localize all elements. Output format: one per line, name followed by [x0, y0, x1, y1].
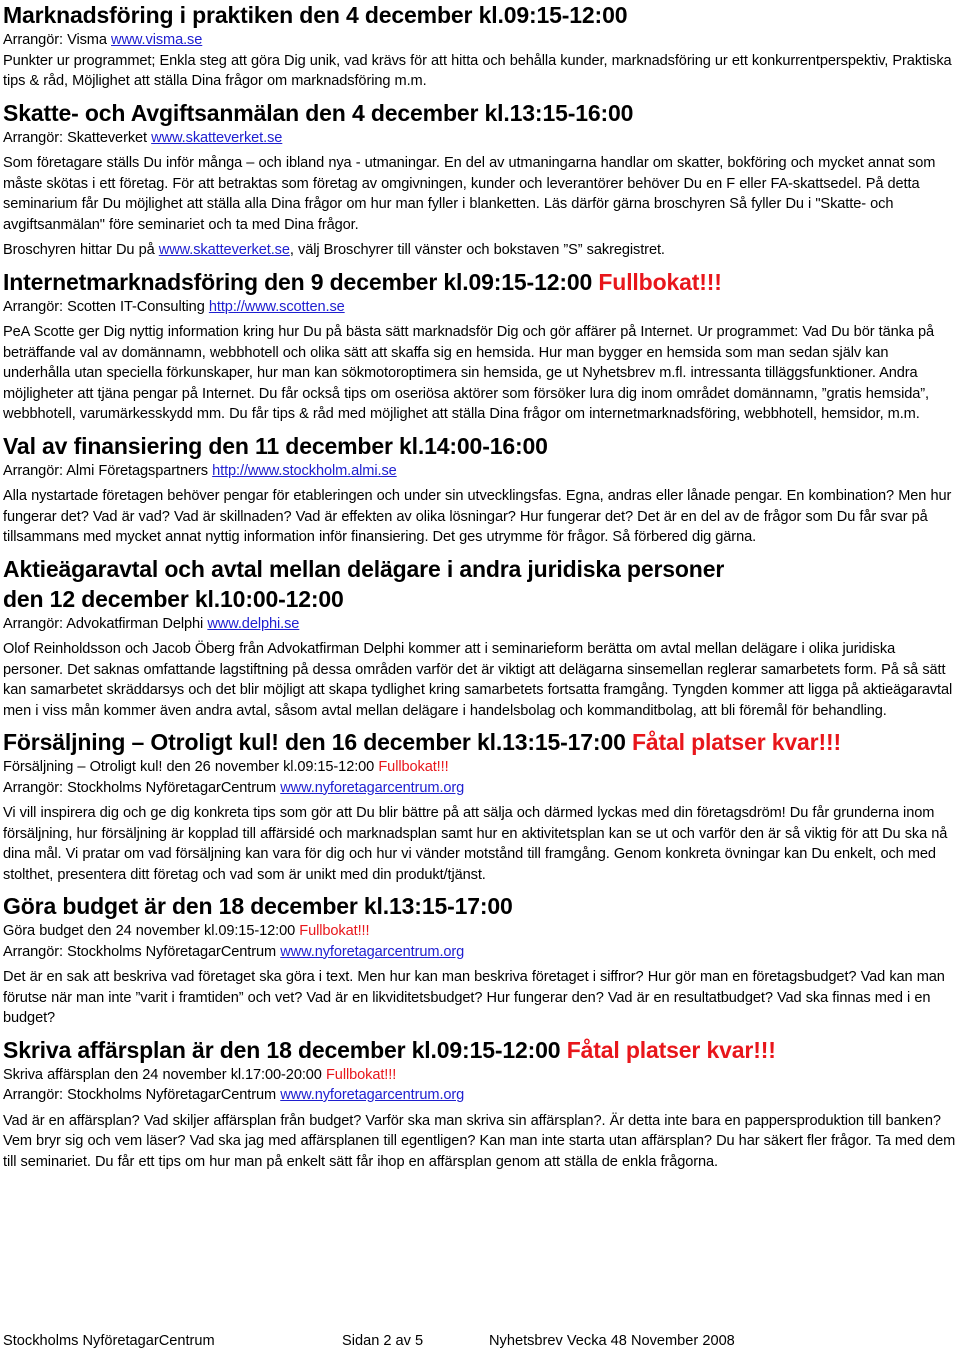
- brochure-suffix: , välj Broschyrer till vänster och bokstaven ”S” sakregistret.: [289, 242, 665, 258]
- event-description: Olof Reinholdsson och Jacob Öberg från Advokatfirman Delphi kommer att i seminarieform berätta om avtal mellan delägare i olika juridiska personer. Det saknas omfattande lagstiftning på dessa områden varför det är viktigt att delägarna sinsemellan reglerar samarbetets form. På så sätt kan samarbetet skräddarsys och det blir möjligt att skapa tydlighet kring samarbetets fortsatta framgång. Tyngden kommer att ligga på aktieägaravtal men i viss mån kommer även andra avtal, såsom avtal mellan delägare i handelsbolag och kommanditbolag, att bli föremål för behandling.: [3, 641, 953, 719]
- event-organizer: [3, 1085, 957, 1106]
- event-description: PeA Scotte ger Dig nyttig information kring hur Du på bästa sätt marknadsför Dig och gör affärer på Internet. Ur programmet: Vad Du bör tänka på beträffande val av domännamn, webbhotell och olika sätt att skaffa sig en hemsida. Hur man bygger en hemsida som man sedan själv kan underhålla utan speciella förkunskaper, hur man kan sökmotoroptimera sin hemsida, ge ut Nyhetsbrev m.fl. intressanta tilläggsfunktioner. Andra möjligheter att tjäna pengar på Internet. Du får också tips om oseriösa aktörer som försöker lura dig inom området domännamn, ”gratis hemsida”, webbhotell, varumärkesskydd mm. Du får tips & råd med möjlighet att ställa Dina frågor om internetmarknadsföring, webbhotell, hemsidor, m.m.: [3, 324, 935, 422]
- event-description: Punkter ur programmet; Enkla steg att göra Dig unik, vad krävs för att hitta och behålla kunder, marknadsföring ur ett konkurrentperspektiv, Praktiska tips & råd, Möjlighet att ställa Dina frågor om marknadsföring m.m.: [3, 52, 952, 89]
- event-title-text: Skriva affärsplan är den 18 december kl.09:15-12:00: [3, 1036, 567, 1063]
- organizer-link[interactable]: http://www.stockholm.almi.se: [212, 462, 397, 479]
- brochure-link[interactable]: www.skatteverket.se: [158, 242, 290, 258]
- event-marknadsforing: [3, 0, 957, 92]
- organizer-label: Arrangör: Stockholms NyföretagarCentrum: [3, 1087, 281, 1103]
- event-organizer: [3, 778, 957, 799]
- event-description: Det är en sak att beskriva vad företaget ska göra i text. Men hur kan man beskriva företaget i siffror? Hur gör man en företagsbudget? Vad kan man förutse när man inte ”varit i framtiden” och vet? Vad är en likviditetsbudget? Hur fungerar den? Vad är en resultatbudget? Vad ska finnas med i en budget?: [3, 969, 945, 1026]
- organizer-link[interactable]: www.visma.se: [111, 32, 203, 48]
- event-budget: [3, 891, 957, 1029]
- event-organizer: [3, 128, 957, 149]
- event-organizer: [3, 297, 957, 318]
- event-title-text: Internetmarknadsföring den 9 december kl.09:15-12:00: [3, 268, 599, 295]
- organizer-label: Arrangör: Skatteverket: [3, 129, 152, 146]
- event-organizer: [3, 461, 957, 482]
- brochure-note: [3, 240, 957, 261]
- event-title-line1: Aktieägaravtal och avtal mellan delägare i andra juridiska personer: [3, 555, 725, 582]
- previous-session-text: Skriva affärsplan den 24 november kl.17:00-20:00: [3, 1066, 326, 1083]
- event-description: Alla nystartade företagen behöver pengar för etableringen och under sin utvecklingsfas. Egna, andras eller lånade pengar. En kombination? Men hur fungerar det? Vad är vad? Vad är skillnaden? Vad är effekten av olika lösningar? Hur fungerar det? Det är en del av de frågor som Du får svar på tillsammans med mycket annat nyttig information inför finansiering. Det ges utrymme för frågor. Så förbered dig gärna.: [3, 488, 952, 545]
- event-title-text: Försäljning – Otroligt kul! den 16 december kl.13:15-17:00: [3, 729, 632, 755]
- event-organizer: [3, 614, 957, 635]
- event-title: [3, 267, 957, 297]
- event-description: Vad är en affärsplan? Vad skiljer affärsplan från budget? Varför ska man skriva sin affärsplan?. Är detta inte bara en pappersproduktion till banken? Vem bryr sig och vem läser? Vad ska jag med affärsplanen till egentligen? Kan man inte starta utan affärsplan? Du har säkert fler frågor. Ta med dem till seminariet. Du får ett tips om hur man på enkelt sätt får ihop en affärsplan genom att ställa de enkla frågorna.: [3, 1112, 956, 1170]
- event-skatteanmalan: [3, 98, 957, 261]
- previous-session: [3, 1065, 957, 1086]
- previous-session: [3, 757, 957, 778]
- event-title: Val av finansiering den 11 december kl.14:00-16:00: [3, 432, 548, 459]
- event-title: Skatte- och Avgiftsanmälan den 4 december kl.13:15-16:00: [3, 99, 634, 126]
- event-organizer: [3, 30, 957, 51]
- organizer-link[interactable]: www.delphi.se: [207, 615, 300, 632]
- fullbokat-badge: Fullbokat!!!: [598, 268, 722, 295]
- event-organizer: [3, 942, 957, 963]
- event-forsaljning: [3, 727, 957, 885]
- organizer-link[interactable]: www.nyforetagarcentrum.org: [280, 943, 465, 960]
- previous-session-text: Försäljning – Otroligt kul! den 26 november kl.09:15-12:00: [3, 759, 379, 775]
- organizer-label: Arrangör: Stockholms NyföretagarCentrum: [3, 779, 281, 796]
- organizer-label: Arrangör: Advokatfirman Delphi: [3, 615, 208, 632]
- event-description: Som företagare ställs Du inför många – och ibland nya - utmaningar. En del av utmaningarna handlar om skatter, bokföring och mycket annat som måste skötas i ett företag. För att betraktas som företag av omgivningen, kunder och leverantörer behöver Du en F eller FA-skattsedel. På detta seminarium får Du möjlighet att ställa alla Dina frågor om hur man fyller i blanketten. Läs därför gärna broschyren Så fyller Du i "Skatte- och avgiftsanmälan" före seminariet och ta med Dina frågor.: [3, 155, 936, 233]
- organizer-label: Arrangör: Almi Företagspartners: [3, 462, 213, 479]
- organizer-link[interactable]: www.nyforetagarcentrum.org: [280, 1087, 465, 1103]
- organizer-link[interactable]: www.nyforetagarcentrum.org: [280, 779, 465, 796]
- organizer-link[interactable]: http://www.scotten.se: [208, 298, 345, 315]
- event-title-line2: den 12 december kl.10:00-12:00: [3, 585, 344, 612]
- fullbokat-badge: Fullbokat!!!: [378, 759, 449, 775]
- event-description: Vi vill inspirera dig och ge dig konkreta tips som gör att Du blir bättre på att sälja och därmed lyckas med din företagsdröm! Du får grunderna inom försäljning, hur försäljning är kopplad till affärsidé och marknadsplan samt hur en aktivitetsplan kan se ut och varför den är så viktig för att Du ska nå dina mål. Vi pratar om vad försäljning kan vara för dig och hur vi vänder motstånd till framgång. Genom konkreta övningar kan Du enkelt, och med stolthet, presentera ditt företag och vad som är unikt med din produkt/tjänst.: [3, 805, 948, 883]
- newsletter-page: [3, 0, 957, 1172]
- fullbokat-badge: Fullbokat!!!: [299, 923, 370, 939]
- event-aktieagaravtal: [3, 554, 957, 722]
- event-internetmarknadsforing: [3, 267, 957, 425]
- few-seats-badge: Fåtal platser kvar!!!: [566, 1036, 776, 1063]
- few-seats-badge: Fåtal platser kvar!!!: [631, 729, 842, 755]
- page-footer: [3, 1332, 957, 1350]
- previous-session: [3, 921, 957, 942]
- footer-page-number: Sidan 2 av 5: [342, 1333, 424, 1349]
- event-finansiering: [3, 431, 957, 548]
- footer-issue: Nyhetsbrev Vecka 48 November 2008: [489, 1333, 735, 1349]
- organizer-link[interactable]: www.skatteverket.se: [151, 129, 283, 146]
- event-title: Göra budget är den 18 december kl.13:15-17:00: [3, 893, 513, 919]
- event-affarsplan: [3, 1035, 957, 1173]
- brochure-prefix: Broschyren hittar Du på: [3, 242, 159, 258]
- event-title: [3, 1035, 957, 1065]
- fullbokat-badge: Fullbokat!!!: [325, 1066, 397, 1083]
- organizer-label: Arrangör: Scotten IT-Consulting: [3, 298, 209, 315]
- event-title: Marknadsföring i praktiken den 4 december kl.09:15-12:00: [3, 2, 628, 28]
- event-title: [3, 554, 957, 614]
- previous-session-text: Göra budget den 24 november kl.09:15-12:00: [3, 923, 300, 939]
- organizer-label: Arrangör: Stockholms NyföretagarCentrum: [3, 943, 281, 960]
- event-title: [3, 727, 957, 757]
- footer-organization: Stockholms NyföretagarCentrum: [3, 1333, 215, 1349]
- organizer-label: Arrangör: Visma: [3, 32, 112, 48]
